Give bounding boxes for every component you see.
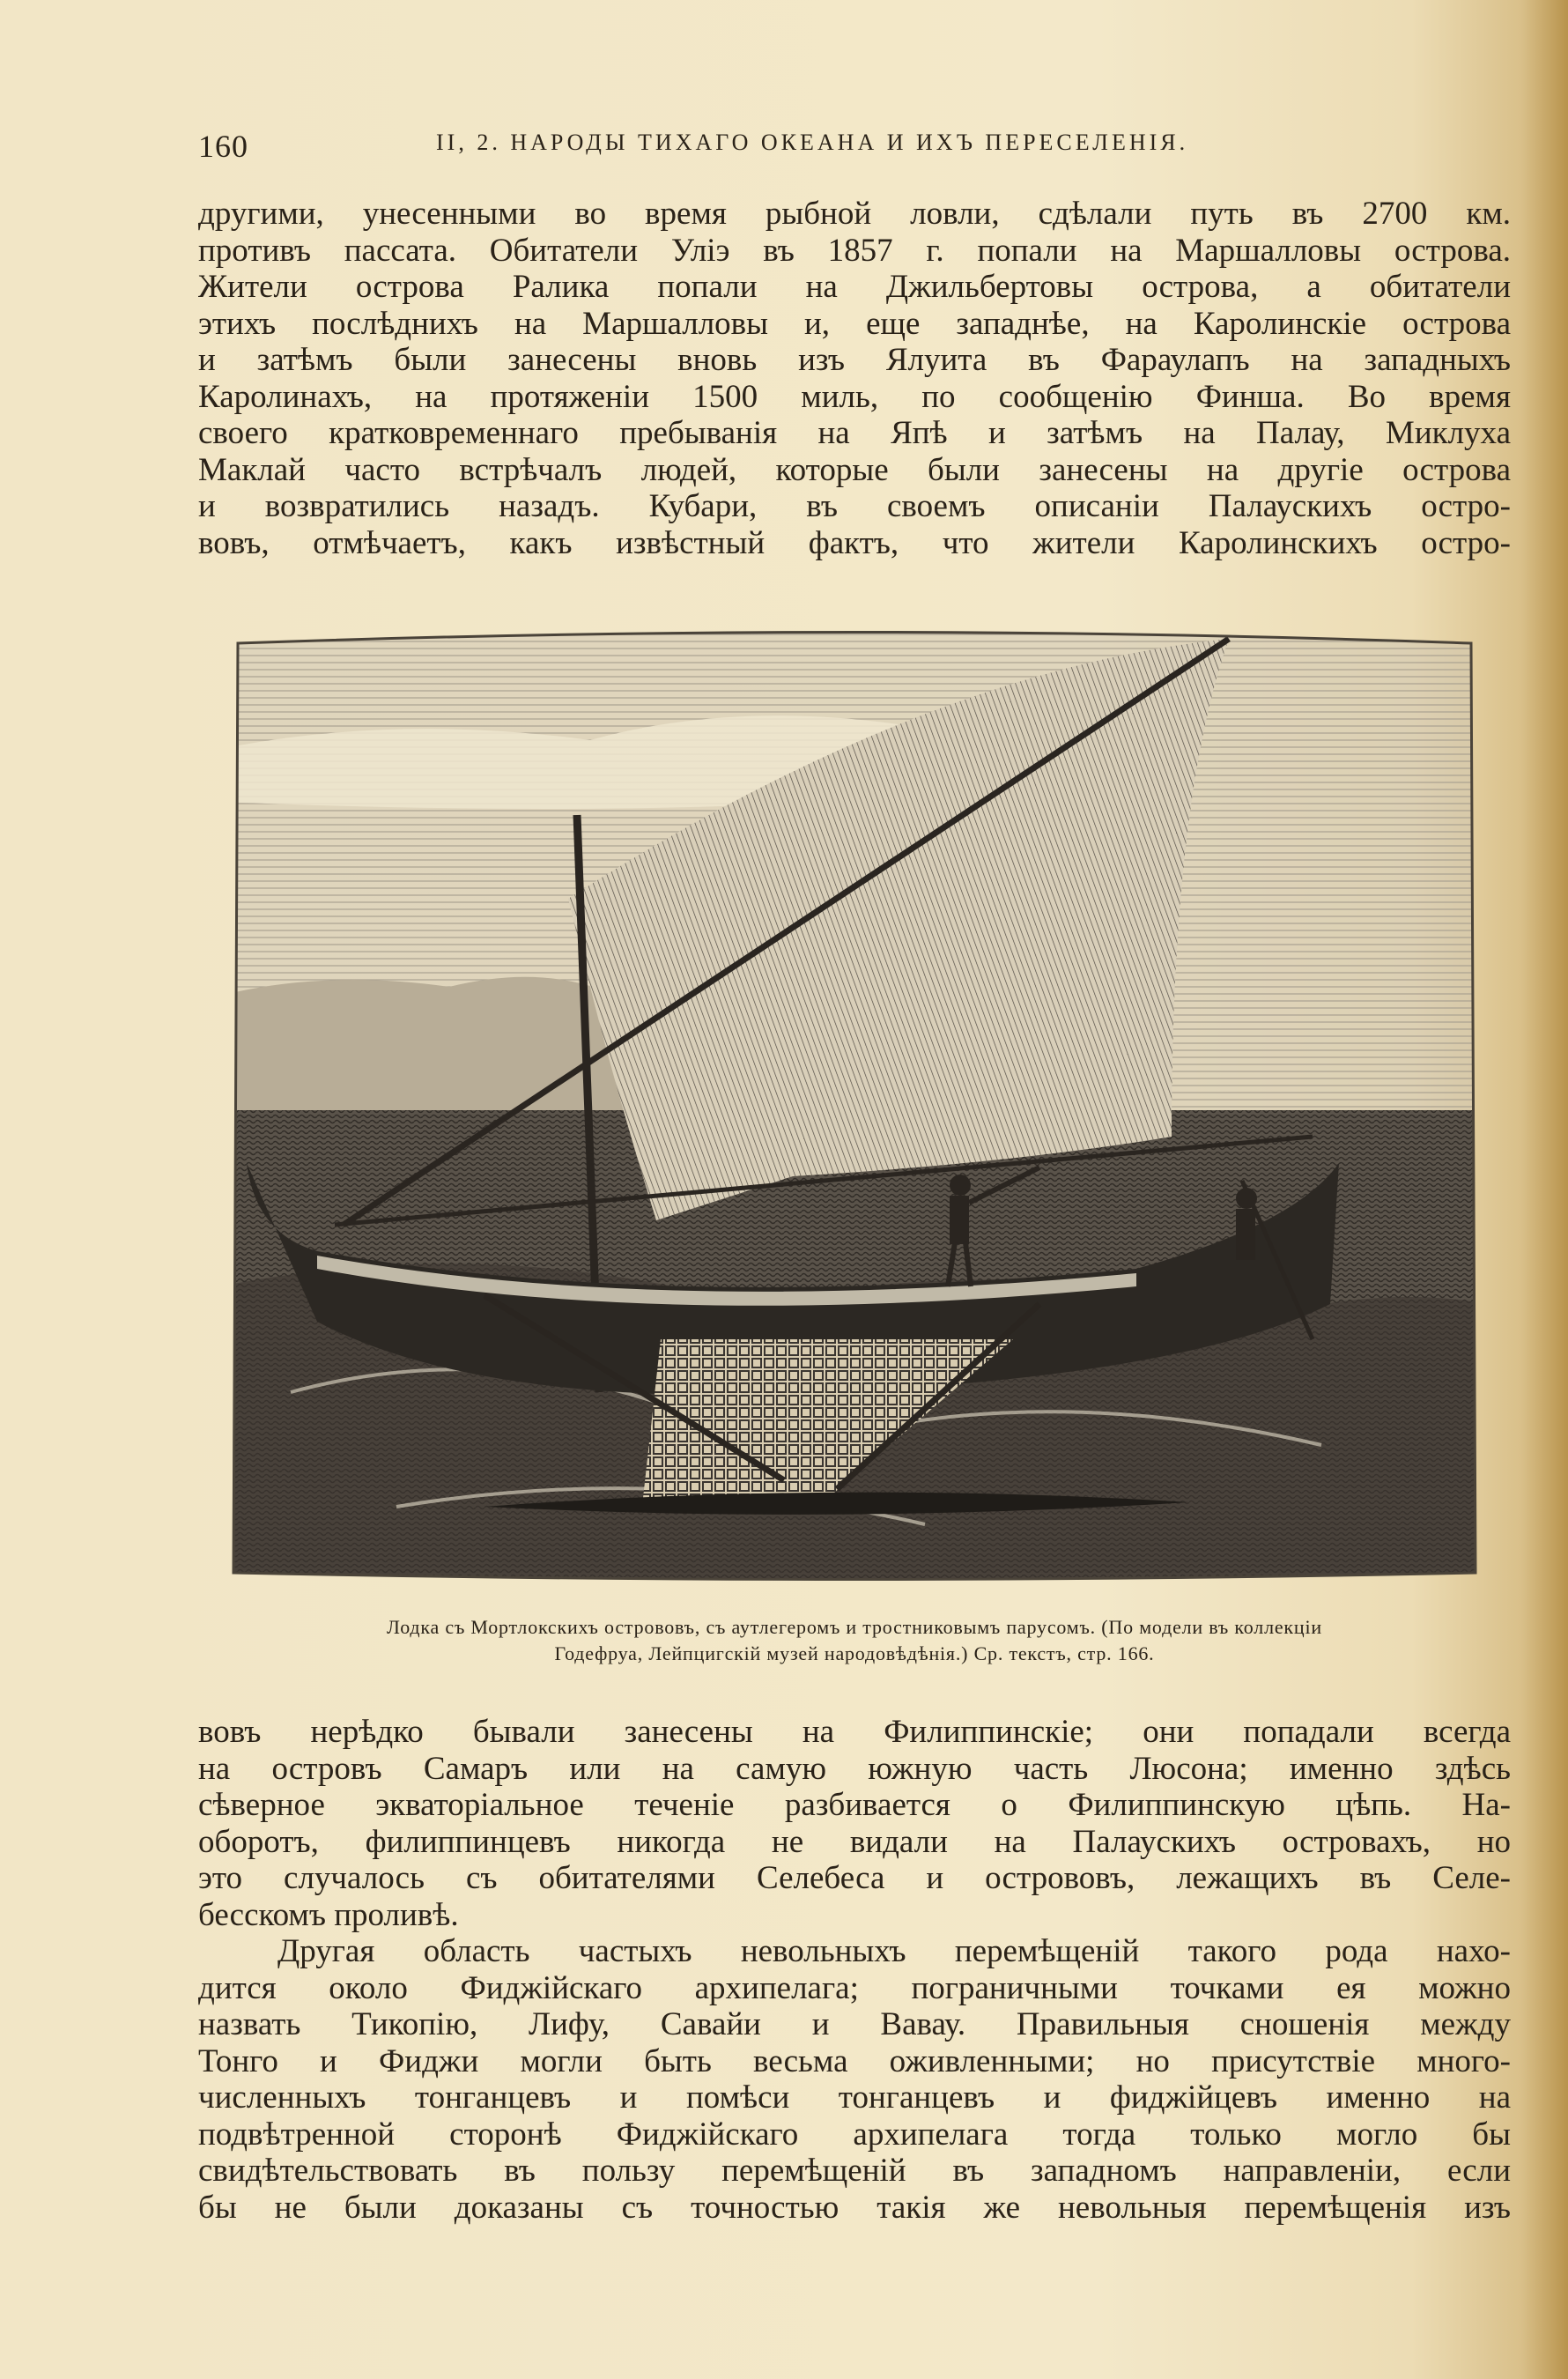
top-paragraph (198, 196, 1511, 561)
text-line: численныхъ тонганцевъ и помѣси тонганцевъ и фиджійцевъ именно на (198, 2079, 1511, 2116)
text-line: назвать Тикопію, Лифу, Савайи и Вавау. Правильныя сношенія между (198, 2006, 1511, 2042)
caption-line: Лодка съ Мортлокскихъ острововъ, съ аутлегеромъ и тростниковымъ парусомъ. (По модели въ коллекціи (387, 1616, 1322, 1638)
text-line: сѣверное экваторіальное теченіе разбивается о Филиппинскую цѣпь. На- (198, 1787, 1511, 1823)
page-number: 160 (198, 129, 248, 164)
text-line: оборотъ, филиппинцевъ никогда не видали на Палаускихъ островахъ, но (198, 1823, 1511, 1860)
running-title: II, 2. НАРОДЫ ТИХАГО ОКЕАНА И ИХЪ ПЕРЕСЕЛЕНІЯ. (436, 130, 1189, 155)
text-line: своего кратковременнаго пребыванія на Япѣ и затѣмъ на Палау, Миклуха (198, 415, 1511, 451)
caption-line: Годефруа, Лейпцигскій музей народовѣдѣнія.) Ср. текстъ, стр. 166. (554, 1642, 1155, 1664)
distant-island (220, 977, 634, 1110)
text-line: вовъ, отмѣчаетъ, какъ извѣстный фактъ, что жители Каролинскихъ остро- (198, 524, 1511, 561)
text-line: и затѣмъ были занесены вновь изъ Ялуита въ Фараулапъ на западныхъ (198, 342, 1511, 378)
figure-caption (189, 1614, 1520, 1667)
text-line: бесскомъ проливѣ. (198, 1896, 459, 1933)
text-line: Жители острова Ралика попали на Джильбертовы острова, а обитатели (198, 269, 1511, 305)
text-line: этихъ послѣднихъ на Маршалловы и, еще западнѣе, на Каролинскіе острова (198, 305, 1511, 342)
text-line: на островъ Самаръ или на самую южную часть Люсона; именно здѣсь (198, 1750, 1511, 1787)
text-line: Каролинахъ, на протяженіи 1500 миль, по сообщенію Финша. Во время (198, 378, 1511, 415)
text-line: Тонго и Фиджи могли быть весьма оживленными; но присутствіе много- (198, 2042, 1511, 2079)
text-line: Другая область частыхъ невольныхъ перемѣщеній такого рода нахо- (277, 1933, 1511, 1969)
text-line: подвѣтренной сторонѣ Фиджійскаго архипелага тогда только могло бы (198, 2116, 1511, 2153)
text-line: бы не были доказаны съ точностью такія же невольныя перемѣщенія изъ (198, 2189, 1511, 2226)
canoe-illustration (220, 617, 1489, 1595)
running-head (198, 128, 1502, 172)
text-line: дится около Фиджійскаго архипелага; пограничными точками ея можно (198, 1969, 1511, 2006)
canoe-engraving (220, 617, 1489, 1595)
text-line: вовъ нерѣдко бывали занесены на Филиппинскіе; они попадали всегда (198, 1714, 1511, 1750)
text-line: другими, унесенными во время рыбной ловли, сдѣлали путь въ 2700 км. (198, 196, 1511, 232)
text-line: противъ пассата. Обитатели Уліэ въ 1857 г. попали на Маршалловы острова. (198, 232, 1511, 269)
text-line: это случалось съ обитателями Селебеса и острововъ, лежащихъ въ Селе- (198, 1860, 1511, 1896)
text-line: Маклай часто встрѣчалъ людей, которые были занесены на другіе острова (198, 451, 1511, 488)
text-line: и возвратились назадъ. Кубари, въ своемъ описаніи Палаускихъ остро- (198, 488, 1511, 524)
text-line: свидѣтельствовать въ пользу перемѣщеній въ западномъ направленіи, если (198, 2153, 1511, 2189)
bottom-paragraphs (198, 1714, 1511, 2226)
